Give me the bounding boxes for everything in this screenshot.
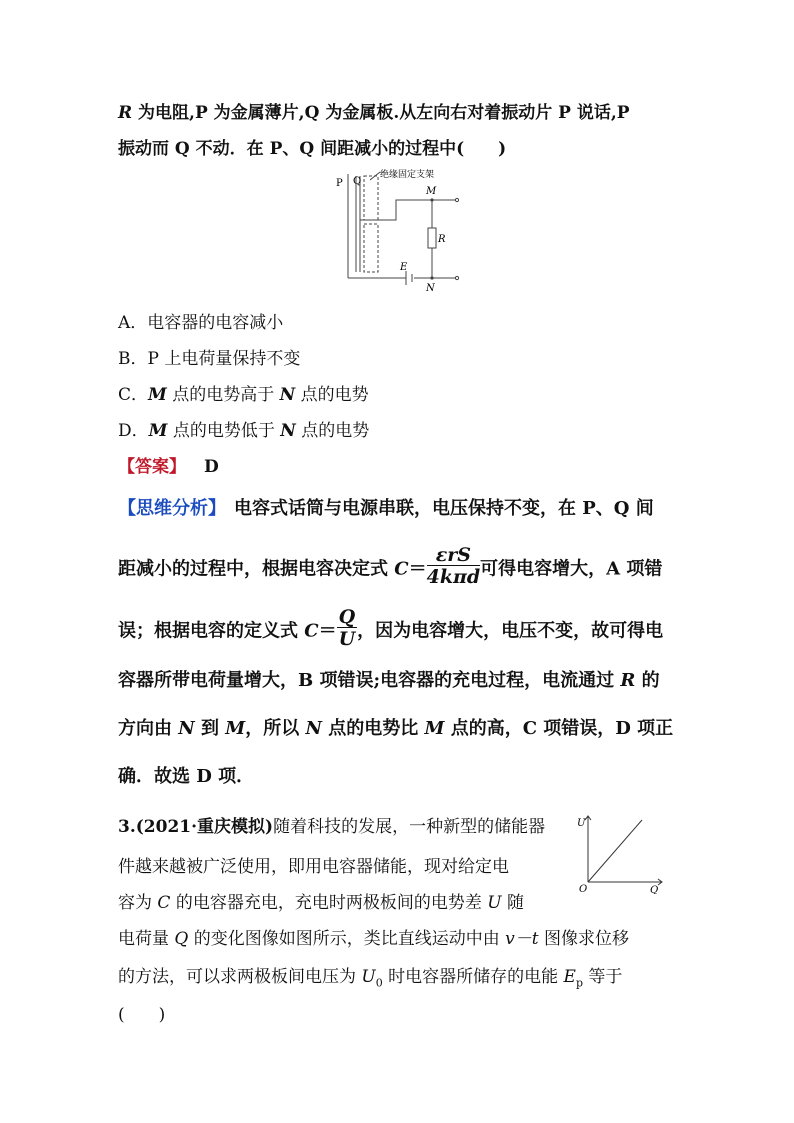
y-label: U bbox=[577, 818, 586, 829]
x-label: Q bbox=[650, 885, 659, 894]
capacitance-formula: $\frac{\text{εrS}}{\text{4kπd}}$ bbox=[426, 544, 481, 588]
option-c: C．M 点的电势高于 N 点的电势 bbox=[118, 385, 369, 405]
q3-line3: 容为 C 的电容器充电，充电时两极板间的电势差 U 随 bbox=[118, 893, 524, 913]
label-m: M bbox=[426, 186, 437, 197]
option-a: A．电容器的电容减小 bbox=[118, 313, 284, 333]
option-d: D．M 点的电势低于 N 点的电势 bbox=[118, 421, 370, 441]
analysis-tag: 【思维分析】 bbox=[118, 498, 226, 519]
answer-tag: 【答案】 bbox=[118, 457, 186, 477]
label-p: P bbox=[336, 178, 343, 189]
u-q-graph bbox=[574, 810, 670, 894]
q3-line1: 3.(2021·重庆模拟)随着科技的发展，一种新型的储能器 bbox=[118, 817, 546, 837]
q2-line2: 振动而 Q 不动．在 P、Q 间距减小的过程中( ) bbox=[118, 139, 507, 159]
analysis-line1: 【思维分析】 电容式话筒与电源串联，电压保持不变，在 P、Q 间 bbox=[118, 498, 654, 519]
label-q: Q bbox=[353, 176, 362, 187]
q3-line5: 的方法，可以求两极板间电压为 $U_0$ 时电容器所储存的电能 $E_p$ 等于 bbox=[118, 967, 623, 990]
label-r: R bbox=[438, 234, 446, 245]
q2-line1: R 为电阻,P 为金属薄片,Q 为金属板.从左向右对着振动片 P 说话,P bbox=[118, 103, 630, 123]
analysis-line3: 误；根据电容的定义式 C＝ $\frac{Q}{U}$ ，因为电容增大，电压不变，故可得电 bbox=[118, 606, 664, 650]
label-e: E bbox=[400, 262, 408, 273]
insulating-bracket-lower bbox=[364, 224, 378, 272]
label-bracket: 绝缘固定支架 bbox=[380, 170, 435, 180]
origin-label: O bbox=[579, 884, 588, 894]
analysis-line6: 确．故选 D 项． bbox=[118, 766, 255, 787]
q3-number: 3.(2021·重庆模拟) bbox=[118, 817, 274, 837]
u-q-line bbox=[588, 820, 642, 882]
q3-line2: 件越来越被广泛使用，即用电容器储能，现对给定电 bbox=[118, 857, 509, 877]
analysis-line5: 方向由 N 到 M，所以 N 点的电势比 M 点的高，C 项错误，D 项正 bbox=[118, 718, 674, 739]
r-symbol: R bbox=[118, 103, 133, 123]
resistor-r bbox=[428, 228, 436, 248]
analysis-line2: 距减小的过程中，根据电容决定式 C＝ $\frac{\text{εrS}}{\text{4kπd}}$ 可得电容增大，A 项错 bbox=[118, 544, 663, 588]
analysis-line4: 容器所带电荷量增大，B 项错误;电容器的充电过程，电流通过 R 的 bbox=[118, 670, 660, 691]
insulating-bracket-upper bbox=[364, 176, 378, 220]
microphone-circuit-diagram bbox=[334, 166, 464, 294]
q3-line4: 电荷量 Q 的变化图像如图所示，类比直线运动中由 v－t 图像求位移 bbox=[118, 929, 629, 949]
answer-value: D bbox=[204, 457, 219, 477]
option-b: B．P 上电荷量保持不变 bbox=[118, 349, 301, 369]
capacitance-definition: $\frac{Q}{U}$ bbox=[338, 606, 356, 650]
q3-line6: ( ) bbox=[118, 1005, 166, 1025]
label-n: N bbox=[426, 283, 435, 294]
answer-line bbox=[118, 452, 219, 477]
